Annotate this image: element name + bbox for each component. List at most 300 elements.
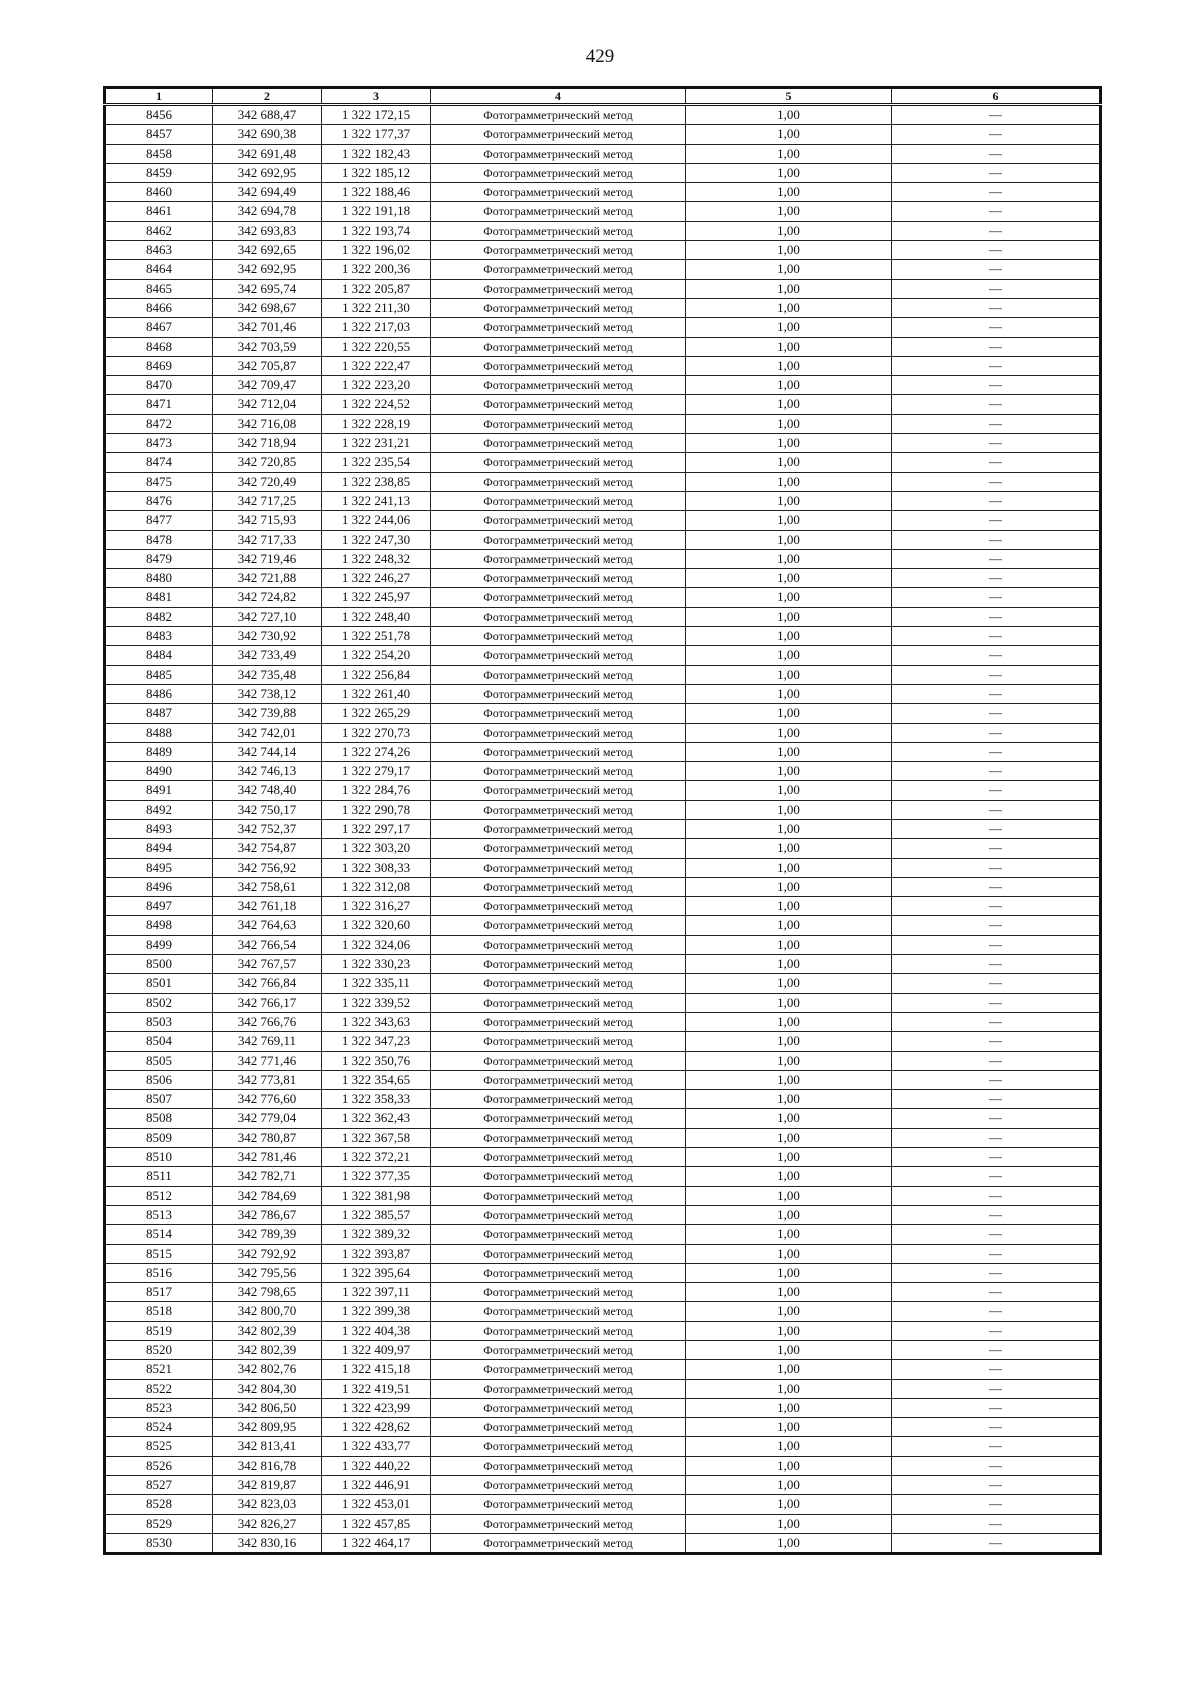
accuracy-cell: 1,00 xyxy=(686,1514,892,1533)
accuracy-cell: 1,00 xyxy=(686,781,892,800)
accuracy-cell: 1,00 xyxy=(686,955,892,974)
x-coordinate-cell: 342 688,47 xyxy=(213,105,322,125)
note-cell: — xyxy=(892,1437,1101,1456)
point-number-cell: 8503 xyxy=(105,1012,213,1031)
y-coordinate-cell: 1 322 251,78 xyxy=(322,627,431,646)
table-row xyxy=(105,858,1101,877)
point-number-cell: 8471 xyxy=(105,395,213,414)
table-row xyxy=(105,356,1101,375)
point-number-cell: 8512 xyxy=(105,1186,213,1205)
note-cell: — xyxy=(892,530,1101,549)
table-row xyxy=(105,105,1101,125)
note-cell: — xyxy=(892,414,1101,433)
point-number-cell: 8488 xyxy=(105,723,213,742)
y-coordinate-cell: 1 322 372,21 xyxy=(322,1148,431,1167)
x-coordinate-cell: 342 830,16 xyxy=(213,1533,322,1553)
accuracy-cell: 1,00 xyxy=(686,1398,892,1417)
y-coordinate-cell: 1 322 316,27 xyxy=(322,897,431,916)
method-cell: Фотограмметрический метод xyxy=(431,163,686,182)
method-cell: Фотограмметрический метод xyxy=(431,1514,686,1533)
x-coordinate-cell: 342 694,49 xyxy=(213,183,322,202)
table-row xyxy=(105,1205,1101,1224)
table-row xyxy=(105,1109,1101,1128)
x-coordinate-cell: 342 730,92 xyxy=(213,627,322,646)
note-cell: — xyxy=(892,1321,1101,1340)
accuracy-cell: 1,00 xyxy=(686,491,892,510)
accuracy-cell: 1,00 xyxy=(686,1321,892,1340)
method-cell: Фотограмметрический метод xyxy=(431,183,686,202)
point-number-cell: 8459 xyxy=(105,163,213,182)
accuracy-cell: 1,00 xyxy=(686,125,892,144)
method-cell: Фотограмметрический метод xyxy=(431,1148,686,1167)
x-coordinate-cell: 342 756,92 xyxy=(213,858,322,877)
table-row xyxy=(105,337,1101,356)
x-coordinate-cell: 342 692,65 xyxy=(213,241,322,260)
accuracy-cell: 1,00 xyxy=(686,1225,892,1244)
note-cell: — xyxy=(892,241,1101,260)
x-coordinate-cell: 342 771,46 xyxy=(213,1051,322,1070)
table-row xyxy=(105,1379,1101,1398)
y-coordinate-cell: 1 322 235,54 xyxy=(322,453,431,472)
accuracy-cell: 1,00 xyxy=(686,588,892,607)
y-coordinate-cell: 1 322 303,20 xyxy=(322,839,431,858)
point-number-cell: 8473 xyxy=(105,434,213,453)
note-cell: — xyxy=(892,1302,1101,1321)
coordinates-table-container xyxy=(103,86,1099,1555)
method-cell: Фотограмметрический метод xyxy=(431,1341,686,1360)
table-row xyxy=(105,1070,1101,1089)
y-coordinate-cell: 1 322 457,85 xyxy=(322,1514,431,1533)
y-coordinate-cell: 1 322 464,17 xyxy=(322,1533,431,1553)
point-number-cell: 8463 xyxy=(105,241,213,260)
table-row xyxy=(105,144,1101,163)
x-coordinate-cell: 342 766,54 xyxy=(213,935,322,954)
method-cell: Фотограмметрический метод xyxy=(431,742,686,761)
x-coordinate-cell: 342 802,39 xyxy=(213,1341,322,1360)
x-coordinate-cell: 342 779,04 xyxy=(213,1109,322,1128)
point-number-cell: 8530 xyxy=(105,1533,213,1553)
method-cell: Фотограмметрический метод xyxy=(431,935,686,954)
method-cell: Фотограмметрический метод xyxy=(431,221,686,240)
accuracy-cell: 1,00 xyxy=(686,414,892,433)
method-cell: Фотограмметрический метод xyxy=(431,1128,686,1147)
note-cell: — xyxy=(892,665,1101,684)
table-row xyxy=(105,1360,1101,1379)
note-cell: — xyxy=(892,1070,1101,1089)
table-row xyxy=(105,260,1101,279)
accuracy-cell: 1,00 xyxy=(686,434,892,453)
y-coordinate-cell: 1 322 188,46 xyxy=(322,183,431,202)
y-coordinate-cell: 1 322 246,27 xyxy=(322,569,431,588)
table-row xyxy=(105,1514,1101,1533)
x-coordinate-cell: 342 715,93 xyxy=(213,511,322,530)
y-coordinate-cell: 1 322 397,11 xyxy=(322,1283,431,1302)
note-cell: — xyxy=(892,549,1101,568)
x-coordinate-cell: 342 716,08 xyxy=(213,414,322,433)
note-cell: — xyxy=(892,723,1101,742)
point-number-cell: 8496 xyxy=(105,877,213,896)
table-row xyxy=(105,1244,1101,1263)
accuracy-cell: 1,00 xyxy=(686,569,892,588)
accuracy-cell: 1,00 xyxy=(686,1476,892,1495)
table-row xyxy=(105,1051,1101,1070)
point-number-cell: 8525 xyxy=(105,1437,213,1456)
table-row xyxy=(105,1341,1101,1360)
x-coordinate-cell: 342 754,87 xyxy=(213,839,322,858)
point-number-cell: 8478 xyxy=(105,530,213,549)
method-cell: Фотограмметрический метод xyxy=(431,472,686,491)
note-cell: — xyxy=(892,125,1101,144)
accuracy-cell: 1,00 xyxy=(686,1244,892,1263)
x-coordinate-cell: 342 795,56 xyxy=(213,1263,322,1282)
y-coordinate-cell: 1 322 419,51 xyxy=(322,1379,431,1398)
accuracy-cell: 1,00 xyxy=(686,1167,892,1186)
accuracy-cell: 1,00 xyxy=(686,1379,892,1398)
table-row xyxy=(105,897,1101,916)
point-number-cell: 8507 xyxy=(105,1090,213,1109)
y-coordinate-cell: 1 322 244,06 xyxy=(322,511,431,530)
note-cell: — xyxy=(892,1186,1101,1205)
table-row xyxy=(105,1225,1101,1244)
point-number-cell: 8482 xyxy=(105,607,213,626)
table-row xyxy=(105,916,1101,935)
point-number-cell: 8491 xyxy=(105,781,213,800)
table-row xyxy=(105,1186,1101,1205)
y-coordinate-cell: 1 322 222,47 xyxy=(322,356,431,375)
point-number-cell: 8523 xyxy=(105,1398,213,1417)
note-cell: — xyxy=(892,491,1101,510)
y-coordinate-cell: 1 322 245,97 xyxy=(322,588,431,607)
note-cell: — xyxy=(892,318,1101,337)
table-row xyxy=(105,839,1101,858)
note-cell: — xyxy=(892,1398,1101,1417)
accuracy-cell: 1,00 xyxy=(686,1148,892,1167)
y-coordinate-cell: 1 322 248,40 xyxy=(322,607,431,626)
accuracy-cell: 1,00 xyxy=(686,318,892,337)
y-coordinate-cell: 1 322 247,30 xyxy=(322,530,431,549)
method-cell: Фотограмметрический метод xyxy=(431,298,686,317)
x-coordinate-cell: 342 776,60 xyxy=(213,1090,322,1109)
point-number-cell: 8457 xyxy=(105,125,213,144)
method-cell: Фотограмметрический метод xyxy=(431,1167,686,1186)
method-cell: Фотограмметрический метод xyxy=(431,1090,686,1109)
point-number-cell: 8524 xyxy=(105,1418,213,1437)
method-cell: Фотограмметрический метод xyxy=(431,1495,686,1514)
method-cell: Фотограмметрический метод xyxy=(431,1533,686,1553)
point-number-cell: 8485 xyxy=(105,665,213,684)
note-cell: — xyxy=(892,105,1101,125)
y-coordinate-cell: 1 322 330,23 xyxy=(322,955,431,974)
accuracy-cell: 1,00 xyxy=(686,819,892,838)
x-coordinate-cell: 342 769,11 xyxy=(213,1032,322,1051)
accuracy-cell: 1,00 xyxy=(686,530,892,549)
note-cell: — xyxy=(892,684,1101,703)
table-row xyxy=(105,1090,1101,1109)
accuracy-cell: 1,00 xyxy=(686,858,892,877)
note-cell: — xyxy=(892,627,1101,646)
y-coordinate-cell: 1 322 205,87 xyxy=(322,279,431,298)
method-cell: Фотограмметрический метод xyxy=(431,993,686,1012)
accuracy-cell: 1,00 xyxy=(686,704,892,723)
note-cell: — xyxy=(892,434,1101,453)
x-coordinate-cell: 342 692,95 xyxy=(213,260,322,279)
x-coordinate-cell: 342 748,40 xyxy=(213,781,322,800)
note-cell: — xyxy=(892,858,1101,877)
note-cell: — xyxy=(892,1514,1101,1533)
note-cell: — xyxy=(892,877,1101,896)
method-cell: Фотограмметрический метод xyxy=(431,279,686,298)
x-coordinate-cell: 342 758,61 xyxy=(213,877,322,896)
accuracy-cell: 1,00 xyxy=(686,627,892,646)
x-coordinate-cell: 342 717,33 xyxy=(213,530,322,549)
method-cell: Фотограмметрический метод xyxy=(431,1476,686,1495)
y-coordinate-cell: 1 322 377,35 xyxy=(322,1167,431,1186)
accuracy-cell: 1,00 xyxy=(686,221,892,240)
note-cell: — xyxy=(892,1167,1101,1186)
x-coordinate-cell: 342 720,85 xyxy=(213,453,322,472)
method-cell: Фотограмметрический метод xyxy=(431,414,686,433)
accuracy-cell: 1,00 xyxy=(686,993,892,1012)
accuracy-cell: 1,00 xyxy=(686,1495,892,1514)
y-coordinate-cell: 1 322 423,99 xyxy=(322,1398,431,1417)
note-cell: — xyxy=(892,1476,1101,1495)
x-coordinate-cell: 342 719,46 xyxy=(213,549,322,568)
note-cell: — xyxy=(892,183,1101,202)
accuracy-cell: 1,00 xyxy=(686,1283,892,1302)
method-cell: Фотограмметрический метод xyxy=(431,684,686,703)
note-cell: — xyxy=(892,298,1101,317)
method-cell: Фотограмметрический метод xyxy=(431,588,686,607)
accuracy-cell: 1,00 xyxy=(686,684,892,703)
point-number-cell: 8487 xyxy=(105,704,213,723)
point-number-cell: 8504 xyxy=(105,1032,213,1051)
y-coordinate-cell: 1 322 350,76 xyxy=(322,1051,431,1070)
method-cell: Фотограмметрический метод xyxy=(431,607,686,626)
point-number-cell: 8513 xyxy=(105,1205,213,1224)
method-cell: Фотограмметрический метод xyxy=(431,241,686,260)
table-row xyxy=(105,877,1101,896)
method-cell: Фотограмметрический метод xyxy=(431,781,686,800)
point-number-cell: 8489 xyxy=(105,742,213,761)
table-row xyxy=(105,1456,1101,1475)
y-coordinate-cell: 1 322 231,21 xyxy=(322,434,431,453)
method-cell: Фотограмметрический метод xyxy=(431,800,686,819)
accuracy-cell: 1,00 xyxy=(686,877,892,896)
point-number-cell: 8461 xyxy=(105,202,213,221)
table-row xyxy=(105,1167,1101,1186)
x-coordinate-cell: 342 695,74 xyxy=(213,279,322,298)
point-number-cell: 8502 xyxy=(105,993,213,1012)
x-coordinate-cell: 342 761,18 xyxy=(213,897,322,916)
method-cell: Фотограмметрический метод xyxy=(431,434,686,453)
y-coordinate-cell: 1 322 347,23 xyxy=(322,1032,431,1051)
x-coordinate-cell: 342 764,63 xyxy=(213,916,322,935)
note-cell: — xyxy=(892,163,1101,182)
table-row xyxy=(105,376,1101,395)
x-coordinate-cell: 342 802,39 xyxy=(213,1321,322,1340)
accuracy-cell: 1,00 xyxy=(686,1070,892,1089)
table-row xyxy=(105,453,1101,472)
table-row xyxy=(105,819,1101,838)
x-coordinate-cell: 342 746,13 xyxy=(213,762,322,781)
method-cell: Фотограмметрический метод xyxy=(431,858,686,877)
y-coordinate-cell: 1 322 191,18 xyxy=(322,202,431,221)
note-cell: — xyxy=(892,337,1101,356)
table-row xyxy=(105,704,1101,723)
x-coordinate-cell: 342 691,48 xyxy=(213,144,322,163)
table-row xyxy=(105,414,1101,433)
note-cell: — xyxy=(892,1341,1101,1360)
table-row xyxy=(105,665,1101,684)
table-row xyxy=(105,684,1101,703)
point-number-cell: 8476 xyxy=(105,491,213,510)
accuracy-cell: 1,00 xyxy=(686,1205,892,1224)
table-row xyxy=(105,1321,1101,1340)
y-coordinate-cell: 1 322 381,98 xyxy=(322,1186,431,1205)
y-coordinate-cell: 1 322 453,01 xyxy=(322,1495,431,1514)
x-coordinate-cell: 342 709,47 xyxy=(213,376,322,395)
accuracy-cell: 1,00 xyxy=(686,453,892,472)
y-coordinate-cell: 1 322 223,20 xyxy=(322,376,431,395)
table-row xyxy=(105,1148,1101,1167)
accuracy-cell: 1,00 xyxy=(686,356,892,375)
y-coordinate-cell: 1 322 343,63 xyxy=(322,1012,431,1031)
note-cell: — xyxy=(892,1090,1101,1109)
point-number-cell: 8521 xyxy=(105,1360,213,1379)
table-row xyxy=(105,202,1101,221)
accuracy-cell: 1,00 xyxy=(686,1051,892,1070)
x-coordinate-cell: 342 804,30 xyxy=(213,1379,322,1398)
accuracy-cell: 1,00 xyxy=(686,935,892,954)
x-coordinate-cell: 342 721,88 xyxy=(213,569,322,588)
x-coordinate-cell: 342 792,92 xyxy=(213,1244,322,1263)
method-cell: Фотограмметрический метод xyxy=(431,202,686,221)
method-cell: Фотограмметрический метод xyxy=(431,549,686,568)
point-number-cell: 8499 xyxy=(105,935,213,954)
accuracy-cell: 1,00 xyxy=(686,1012,892,1031)
point-number-cell: 8508 xyxy=(105,1109,213,1128)
y-coordinate-cell: 1 322 196,02 xyxy=(322,241,431,260)
method-cell: Фотограмметрический метод xyxy=(431,376,686,395)
point-number-cell: 8527 xyxy=(105,1476,213,1495)
x-coordinate-cell: 342 703,59 xyxy=(213,337,322,356)
method-cell: Фотограмметрический метод xyxy=(431,1205,686,1224)
y-coordinate-cell: 1 322 446,91 xyxy=(322,1476,431,1495)
y-coordinate-cell: 1 322 428,62 xyxy=(322,1418,431,1437)
x-coordinate-cell: 342 698,67 xyxy=(213,298,322,317)
point-number-cell: 8498 xyxy=(105,916,213,935)
point-number-cell: 8483 xyxy=(105,627,213,646)
table-row xyxy=(105,1283,1101,1302)
method-cell: Фотограмметрический метод xyxy=(431,839,686,858)
table-row xyxy=(105,1263,1101,1282)
note-cell: — xyxy=(892,279,1101,298)
table-row xyxy=(105,1032,1101,1051)
note-cell: — xyxy=(892,993,1101,1012)
accuracy-cell: 1,00 xyxy=(686,1341,892,1360)
point-number-cell: 8515 xyxy=(105,1244,213,1263)
point-number-cell: 8518 xyxy=(105,1302,213,1321)
method-cell: Фотограмметрический метод xyxy=(431,1283,686,1302)
accuracy-cell: 1,00 xyxy=(686,665,892,684)
accuracy-cell: 1,00 xyxy=(686,1437,892,1456)
note-cell: — xyxy=(892,569,1101,588)
table-row xyxy=(105,781,1101,800)
note-cell: — xyxy=(892,1051,1101,1070)
note-cell: — xyxy=(892,1418,1101,1437)
y-coordinate-cell: 1 322 224,52 xyxy=(322,395,431,414)
x-coordinate-cell: 342 744,14 xyxy=(213,742,322,761)
y-coordinate-cell: 1 322 217,03 xyxy=(322,318,431,337)
y-coordinate-cell: 1 322 367,58 xyxy=(322,1128,431,1147)
y-coordinate-cell: 1 322 220,55 xyxy=(322,337,431,356)
y-coordinate-cell: 1 322 320,60 xyxy=(322,916,431,935)
method-cell: Фотограмметрический метод xyxy=(431,1379,686,1398)
x-coordinate-cell: 342 816,78 xyxy=(213,1456,322,1475)
table-row xyxy=(105,646,1101,665)
y-coordinate-cell: 1 322 177,37 xyxy=(322,125,431,144)
accuracy-cell: 1,00 xyxy=(686,1186,892,1205)
note-cell: — xyxy=(892,356,1101,375)
x-coordinate-cell: 342 798,65 xyxy=(213,1283,322,1302)
table-row xyxy=(105,588,1101,607)
table-header xyxy=(105,88,1101,105)
y-coordinate-cell: 1 322 261,40 xyxy=(322,684,431,703)
x-coordinate-cell: 342 727,10 xyxy=(213,607,322,626)
x-coordinate-cell: 342 733,49 xyxy=(213,646,322,665)
x-coordinate-cell: 342 819,87 xyxy=(213,1476,322,1495)
y-coordinate-cell: 1 322 358,33 xyxy=(322,1090,431,1109)
point-number-cell: 8486 xyxy=(105,684,213,703)
column-header: 5 xyxy=(686,88,892,105)
note-cell: — xyxy=(892,1283,1101,1302)
note-cell: — xyxy=(892,607,1101,626)
note-cell: — xyxy=(892,472,1101,491)
y-coordinate-cell: 1 322 238,85 xyxy=(322,472,431,491)
accuracy-cell: 1,00 xyxy=(686,723,892,742)
table-row xyxy=(105,1302,1101,1321)
x-coordinate-cell: 342 823,03 xyxy=(213,1495,322,1514)
y-coordinate-cell: 1 322 404,38 xyxy=(322,1321,431,1340)
note-cell: — xyxy=(892,819,1101,838)
point-number-cell: 8466 xyxy=(105,298,213,317)
accuracy-cell: 1,00 xyxy=(686,1456,892,1475)
y-coordinate-cell: 1 322 200,36 xyxy=(322,260,431,279)
method-cell: Фотограмметрический метод xyxy=(431,1186,686,1205)
method-cell: Фотограмметрический метод xyxy=(431,569,686,588)
y-coordinate-cell: 1 322 385,57 xyxy=(322,1205,431,1224)
note-cell: — xyxy=(892,1379,1101,1398)
table-row xyxy=(105,1012,1101,1031)
y-coordinate-cell: 1 322 274,26 xyxy=(322,742,431,761)
point-number-cell: 8528 xyxy=(105,1495,213,1514)
y-coordinate-cell: 1 322 256,84 xyxy=(322,665,431,684)
note-cell: — xyxy=(892,646,1101,665)
x-coordinate-cell: 342 773,81 xyxy=(213,1070,322,1089)
point-number-cell: 8509 xyxy=(105,1128,213,1147)
x-coordinate-cell: 342 735,48 xyxy=(213,665,322,684)
column-header: 3 xyxy=(322,88,431,105)
method-cell: Фотограмметрический метод xyxy=(431,1321,686,1340)
x-coordinate-cell: 342 784,69 xyxy=(213,1186,322,1205)
note-cell: — xyxy=(892,1032,1101,1051)
note-cell: — xyxy=(892,742,1101,761)
accuracy-cell: 1,00 xyxy=(686,1263,892,1282)
point-number-cell: 8458 xyxy=(105,144,213,163)
table-row xyxy=(105,974,1101,993)
y-coordinate-cell: 1 322 254,20 xyxy=(322,646,431,665)
accuracy-cell: 1,00 xyxy=(686,279,892,298)
